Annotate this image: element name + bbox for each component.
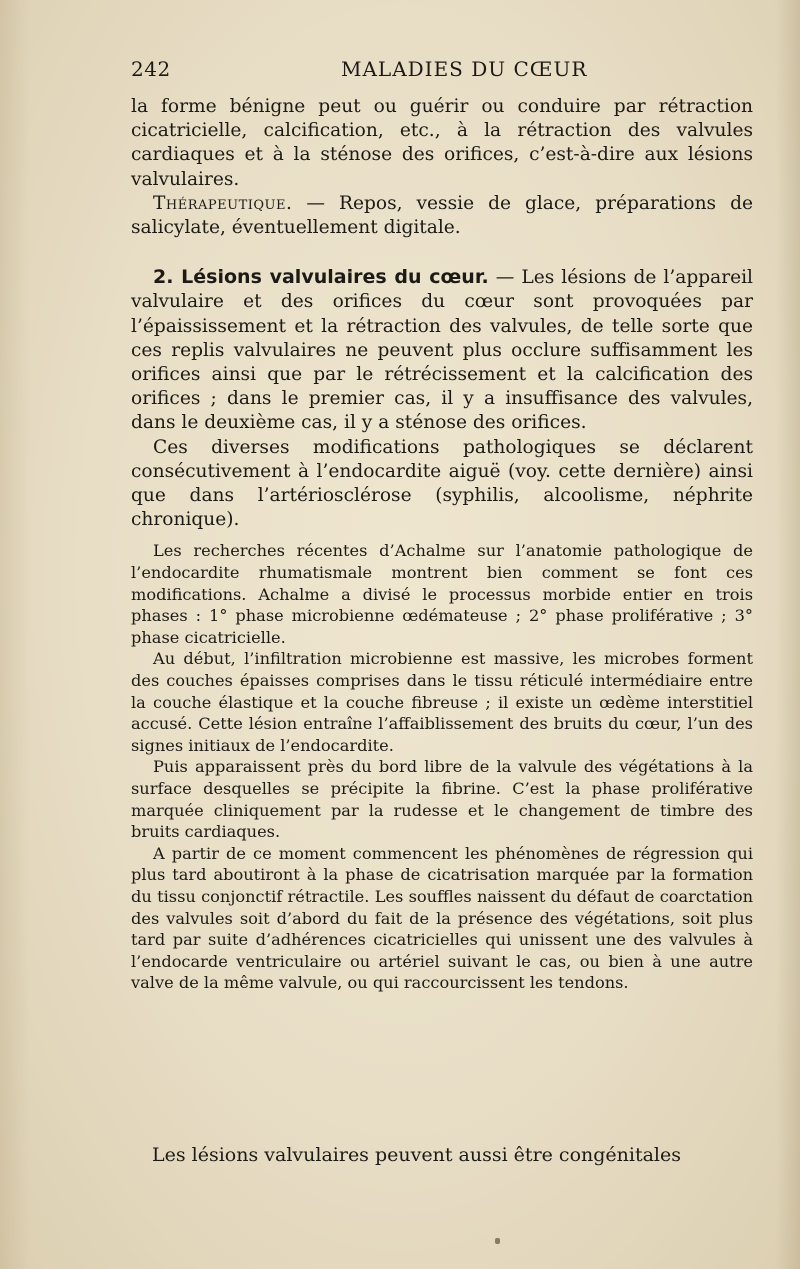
body-text [131, 95, 753, 994]
section-2-text: — Les lésions de l’appareil valvulaire et des orifices du cœur sont provoquées par l’épaississement et la rétraction des valvules, de telle sorte que ces replis valvulaires ne peuvent plus occlure suffisamment les orifices ainsi que par le rétrécissement et la calcification des orifices ; dans le premier cas, il y a insuffisance des valvules, dans le deuxième cas, il y a sténose des orifices. [131, 267, 753, 434]
running-title: MALADIES DU CŒUR [341, 57, 588, 81]
paragraph-continuation: la forme bénigne peut ou guérir ou conduire par rétraction cicatricielle, calcification, etc., à la rétraction des valvules cardiaques et à la sténose des orifices, c’est-à-dire aux lésions valvulaires. [131, 96, 753, 190]
page-header [131, 57, 751, 83]
small-paragraph-debut: Au début, l’infiltration microbienne est massive, les microbes forment des couches épaisses comprises dans le tissu réticulé intermédiaire entre la couche élastique et la couche fibreuse ; il existe un œdème interstitiel accusé. Cette lésion entraîne l’affaiblissement des bruits du cœur, l’un des signes initiaux de l’endocardite. [131, 649, 753, 755]
small-print-block [131, 540, 753, 993]
small-paragraph-vegetations: Puis apparaissent près du bord libre de la valvule des végétations à la surface desquelles se précipite la fibrine. C’est la phase proliférative marquée cliniquement par la rudesse et le changement de timbre des bruits cardiaques. [131, 757, 753, 842]
page-edge-shadow-right [776, 0, 800, 1269]
paragraph-modifications: Ces diverses modifications pathologiques se déclarent consécutivement à l’endocardite aiguë (voy. cette dernière) ainsi que dans l’artériosclérose (syphilis, alcoolisme, néphrite chronique). [131, 436, 753, 531]
page-number: 242 [131, 57, 171, 81]
page-edge-shadow-left [0, 0, 30, 1269]
section-heading: 2. Lésions valvulaires du cœur. [153, 266, 489, 289]
therapeutique-text: — Repos, vessie de glace, préparations de salicylate, éventuellement digitale. [131, 192, 753, 239]
final-line: Les lésions valvulaires peuvent aussi être congénitales [152, 1144, 682, 1166]
printer-mark [495, 1238, 500, 1244]
paragraph-section-2 [131, 265, 753, 435]
small-paragraph-regression: A partir de ce moment commencent les phénomènes de régression qui plus tard aboutiront à la phase de cicatrisation marquée par la formation du tissu conjonctif rétractile. Les souffles naissent du défaut de coarctation des valvules soit d’abord du fait de la présence des végétations, soit plus tard par suite d’adhérences cicatricielles qui unissent une des valvules à l’endocarde ventriculaire ou artériel suivant le cas, ou bien à une autre valve de la même valvule, ou qui raccourcissent les tendons. [131, 843, 753, 993]
paragraph-therapeutique [131, 192, 753, 240]
therapeutique-lead: Thérapeutique. [153, 192, 293, 214]
section-spacer [131, 240, 753, 265]
small-paragraph-achalme: Les recherches récentes d’Achalme sur l’anatomie pathologique de l’endocardite rhumatismale montrent bien comment se font ces modifications. Achalme a divisé le processus morbide entier en trois phases : 1° phase microbienne œdémateuse ; 2° phase proliférative ; 3° phase cicatricielle. [131, 541, 753, 647]
